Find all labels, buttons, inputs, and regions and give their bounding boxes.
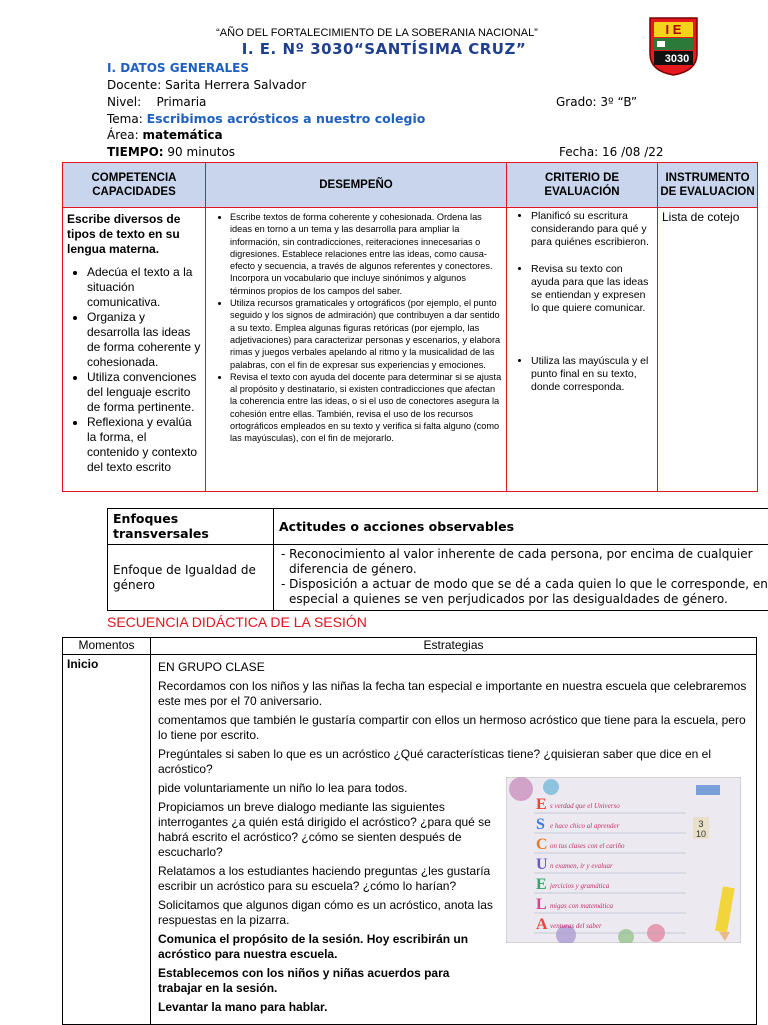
year-motto: “AÑO DEL FORTALECIMIENTO DE LA SOBERANIA NACIONAL” — [0, 27, 768, 39]
acrostic-line-text: jercicios y gramática — [549, 882, 610, 890]
logo-text-ie: I E — [666, 22, 682, 37]
school-title: I. E. Nº 3030“SANTÍSIMA CRUZ” — [0, 40, 768, 58]
strategy-paragraph: comentamos que también le gustaría compartir con ellos un hermoso acróstico que tiene para la escuela, pero lo tiene por escrito. — [158, 713, 749, 743]
acrostic-line-text: n examen, ir y evaluar — [550, 862, 613, 870]
strategy-paragraph: Propiciamos un breve dialogo mediante las siguientes interrogantes ¿a quién está dirigido el acróstico? ¿para qué se habrá escrito el acróstico? ¿cómo se sienten después de escucharlo? — [158, 800, 493, 860]
enfoques-header-left: Enfoques transversales — [108, 509, 274, 545]
acrostic-letter: C — [536, 836, 548, 853]
strategy-paragraph: Relatamos a los estudiantes haciendo preguntas ¿les gustaría escribir un acróstico para su escuela? ¿cómo lo harían? — [158, 864, 493, 894]
criterio-cell — [507, 208, 658, 492]
enfoque-action-item: - Reconocimiento al valor inherente de cada persona, por encima de cualquier diferencia de género. — [279, 547, 768, 577]
enfoque-actions — [274, 545, 768, 611]
capacidad-item: • Reflexiona y evalúa la forma, el contenido y contexto del texto escrito — [87, 415, 201, 475]
strategy-paragraph: pide voluntariamente un niño lo lea para todos. — [158, 781, 749, 796]
logo-number: 3030 — [665, 53, 689, 65]
enfoques-table — [107, 508, 768, 611]
instrumento-cell: Lista de cotejo — [658, 208, 758, 492]
nivel-line: Nivel: Primaria — [107, 95, 206, 109]
acrostic-letter: U — [536, 856, 548, 873]
acrostic-letter: S — [536, 816, 545, 833]
tema-line: Tema: Escribimos acrósticos a nuestro colegio — [107, 111, 425, 126]
school-logo — [647, 16, 700, 76]
estrategias-cell — [151, 655, 757, 1025]
agreement-item: Levantar la mano para hablar. — [158, 1000, 493, 1015]
narrow-column — [158, 800, 493, 1015]
strategy-paragraph: Recordamos con los niños y las niñas la fecha tan especial e importante en nuestra escuela que celebraremos este mes por el 70 aniversario. — [158, 679, 749, 709]
criterio-item: • Utiliza las mayúscula y el punto final en su texto, donde corresponda. — [531, 355, 653, 394]
svg-text:10: 10 — [696, 829, 706, 839]
strategy-paragraph: EN GRUPO CLASE — [158, 660, 749, 675]
col-momentos: Momentos — [63, 638, 151, 655]
secuencia-table — [62, 637, 757, 1025]
purpose-paragraph: Comunica el propósito de la sesión. Hoy escribirán un acróstico para nuestra escuela. — [158, 932, 493, 962]
acrostic-letter: L — [536, 896, 547, 913]
capacidad-item: • Utiliza convenciones del lenguaje escrito de forma pertinente. — [87, 370, 201, 415]
capacidad-item: • Organiza y desarrolla las ideas de forma coherente y cohesionada. — [87, 310, 201, 370]
competencia-title: Escribe diversos de tipos de texto en su lengua materna. — [67, 212, 201, 257]
datos-title: I. DATOS GENERALES — [107, 61, 249, 75]
area-line: Área: matemática — [107, 128, 223, 142]
desempeno-item: • Revisa el texto con ayuda del docente para determinar si se ajusta al propósito y destinatario, si existen contradicciones que afectan la coherencia entre las ideas, o si el uso de conectores asegura la cohesión entre ellas. También, revisa el uso de los recursos ortográficos empleados en su texto y verifica si falta alguno (como las mayúsculas), con el fin de mejorarlo. — [230, 371, 502, 445]
desempeno-cell — [206, 208, 507, 492]
capacidad-item: • Adecúa el texto a la situación comunicativa. — [87, 265, 201, 310]
competencia-cell — [63, 208, 206, 492]
enfoque-action-item: - Disposición a actuar de modo que se dé a cada quien lo que le corresponde, en especial a quienes se ven perjudicados por las desigualdades de género. — [279, 577, 768, 607]
acrostic-line-text: migas con matemática — [550, 902, 613, 910]
acrostic-photo — [506, 777, 741, 943]
acrostic-line-text: s verdad que el Universo — [550, 802, 620, 810]
header-instrumento: INSTRUMENTO DE EVALUACION — [658, 163, 758, 208]
docente: Docente: Sarita Herrera Salvador — [107, 78, 306, 92]
estrategias-content — [152, 656, 755, 1023]
acrostic-letter: E — [536, 796, 547, 813]
svg-text:3: 3 — [698, 819, 703, 829]
acrostic-letter: A — [536, 916, 548, 933]
acrostic-line-text: e hace chico al aprender — [550, 822, 620, 830]
criterio-item: • Planificó su escritura considerando para qué y para quiénes escribieron. — [531, 210, 653, 249]
acrostic-letter: E — [536, 876, 547, 893]
strategy-paragraph: Pregúntales si saben lo que es un acróstico ¿Qué características tiene? ¿quisieran saber que dice en el acróstico? — [158, 747, 749, 777]
fecha: Fecha: 16 /08 /22 — [559, 145, 664, 159]
secuencia-title: SECUENCIA DIDÁCTICA DE LA SESIÓN — [107, 614, 367, 630]
header-competencia: COMPETENCIA CAPACIDADES — [63, 163, 206, 208]
competency-table — [62, 162, 758, 492]
header-criterio: CRITERIO DE EVALUACIÓN — [507, 163, 658, 208]
header-desempeno: DESEMPEÑO — [206, 163, 507, 208]
grado: Grado: 3º “B” — [556, 95, 637, 109]
tiempo-line: TIEMPO: 90 minutos — [107, 145, 235, 159]
desempeno-item: • Escribe textos de forma coherente y cohesionada. Ordena las ideas en torno a un tema y las desarrolla para ampliar la información, sin contradicciones, reiteraciones innecesarias o digresiones. Establece relaciones entre las ideas, como causa-efecto y secuencia, a través de algunos referentes y conectores. Incorpora un vocabulario que incluye sinónimos y algunos términos propios de los campos del saber. — [230, 211, 502, 297]
col-estrategias: Estrategias — [151, 638, 757, 655]
criterio-item: • Revisa su texto con ayuda para que las ideas se entiendan y expresen lo que quiere comunicar. — [531, 263, 653, 315]
enfoques-header-right: Actitudes o acciones observables — [274, 509, 768, 545]
desempeno-item: • Utiliza recursos gramaticales y ortográficos (por ejemplo, el punto seguido y los signos de admiración) que contribuyen a dar sentido a su texto. Emplea algunas figuras retóricas (por ejemplo, las adjetivaciones) para caracterizar personas y escenarios, y elabora rimas y juegos verbales apelando al ritmo y la musicalidad de las palabras, con el fin de expresar sus experiencias y emociones. — [230, 297, 502, 371]
acrostic-line-text: on tus clases con el cariño — [550, 842, 625, 850]
moment-inicio: Inicio — [63, 655, 151, 1025]
strategy-paragraph: Solicitamos que algunos digan cómo es un acróstico, anota las respuestas en la pizarra. — [158, 898, 493, 928]
acrostic-line-text: venturas del saber — [550, 922, 602, 930]
agreement-paragraph: Establecemos con los niños y niñas acuerdos para trabajar en la sesión. — [158, 966, 493, 996]
enfoque-label: Enfoque de Igualdad de género — [108, 545, 274, 611]
